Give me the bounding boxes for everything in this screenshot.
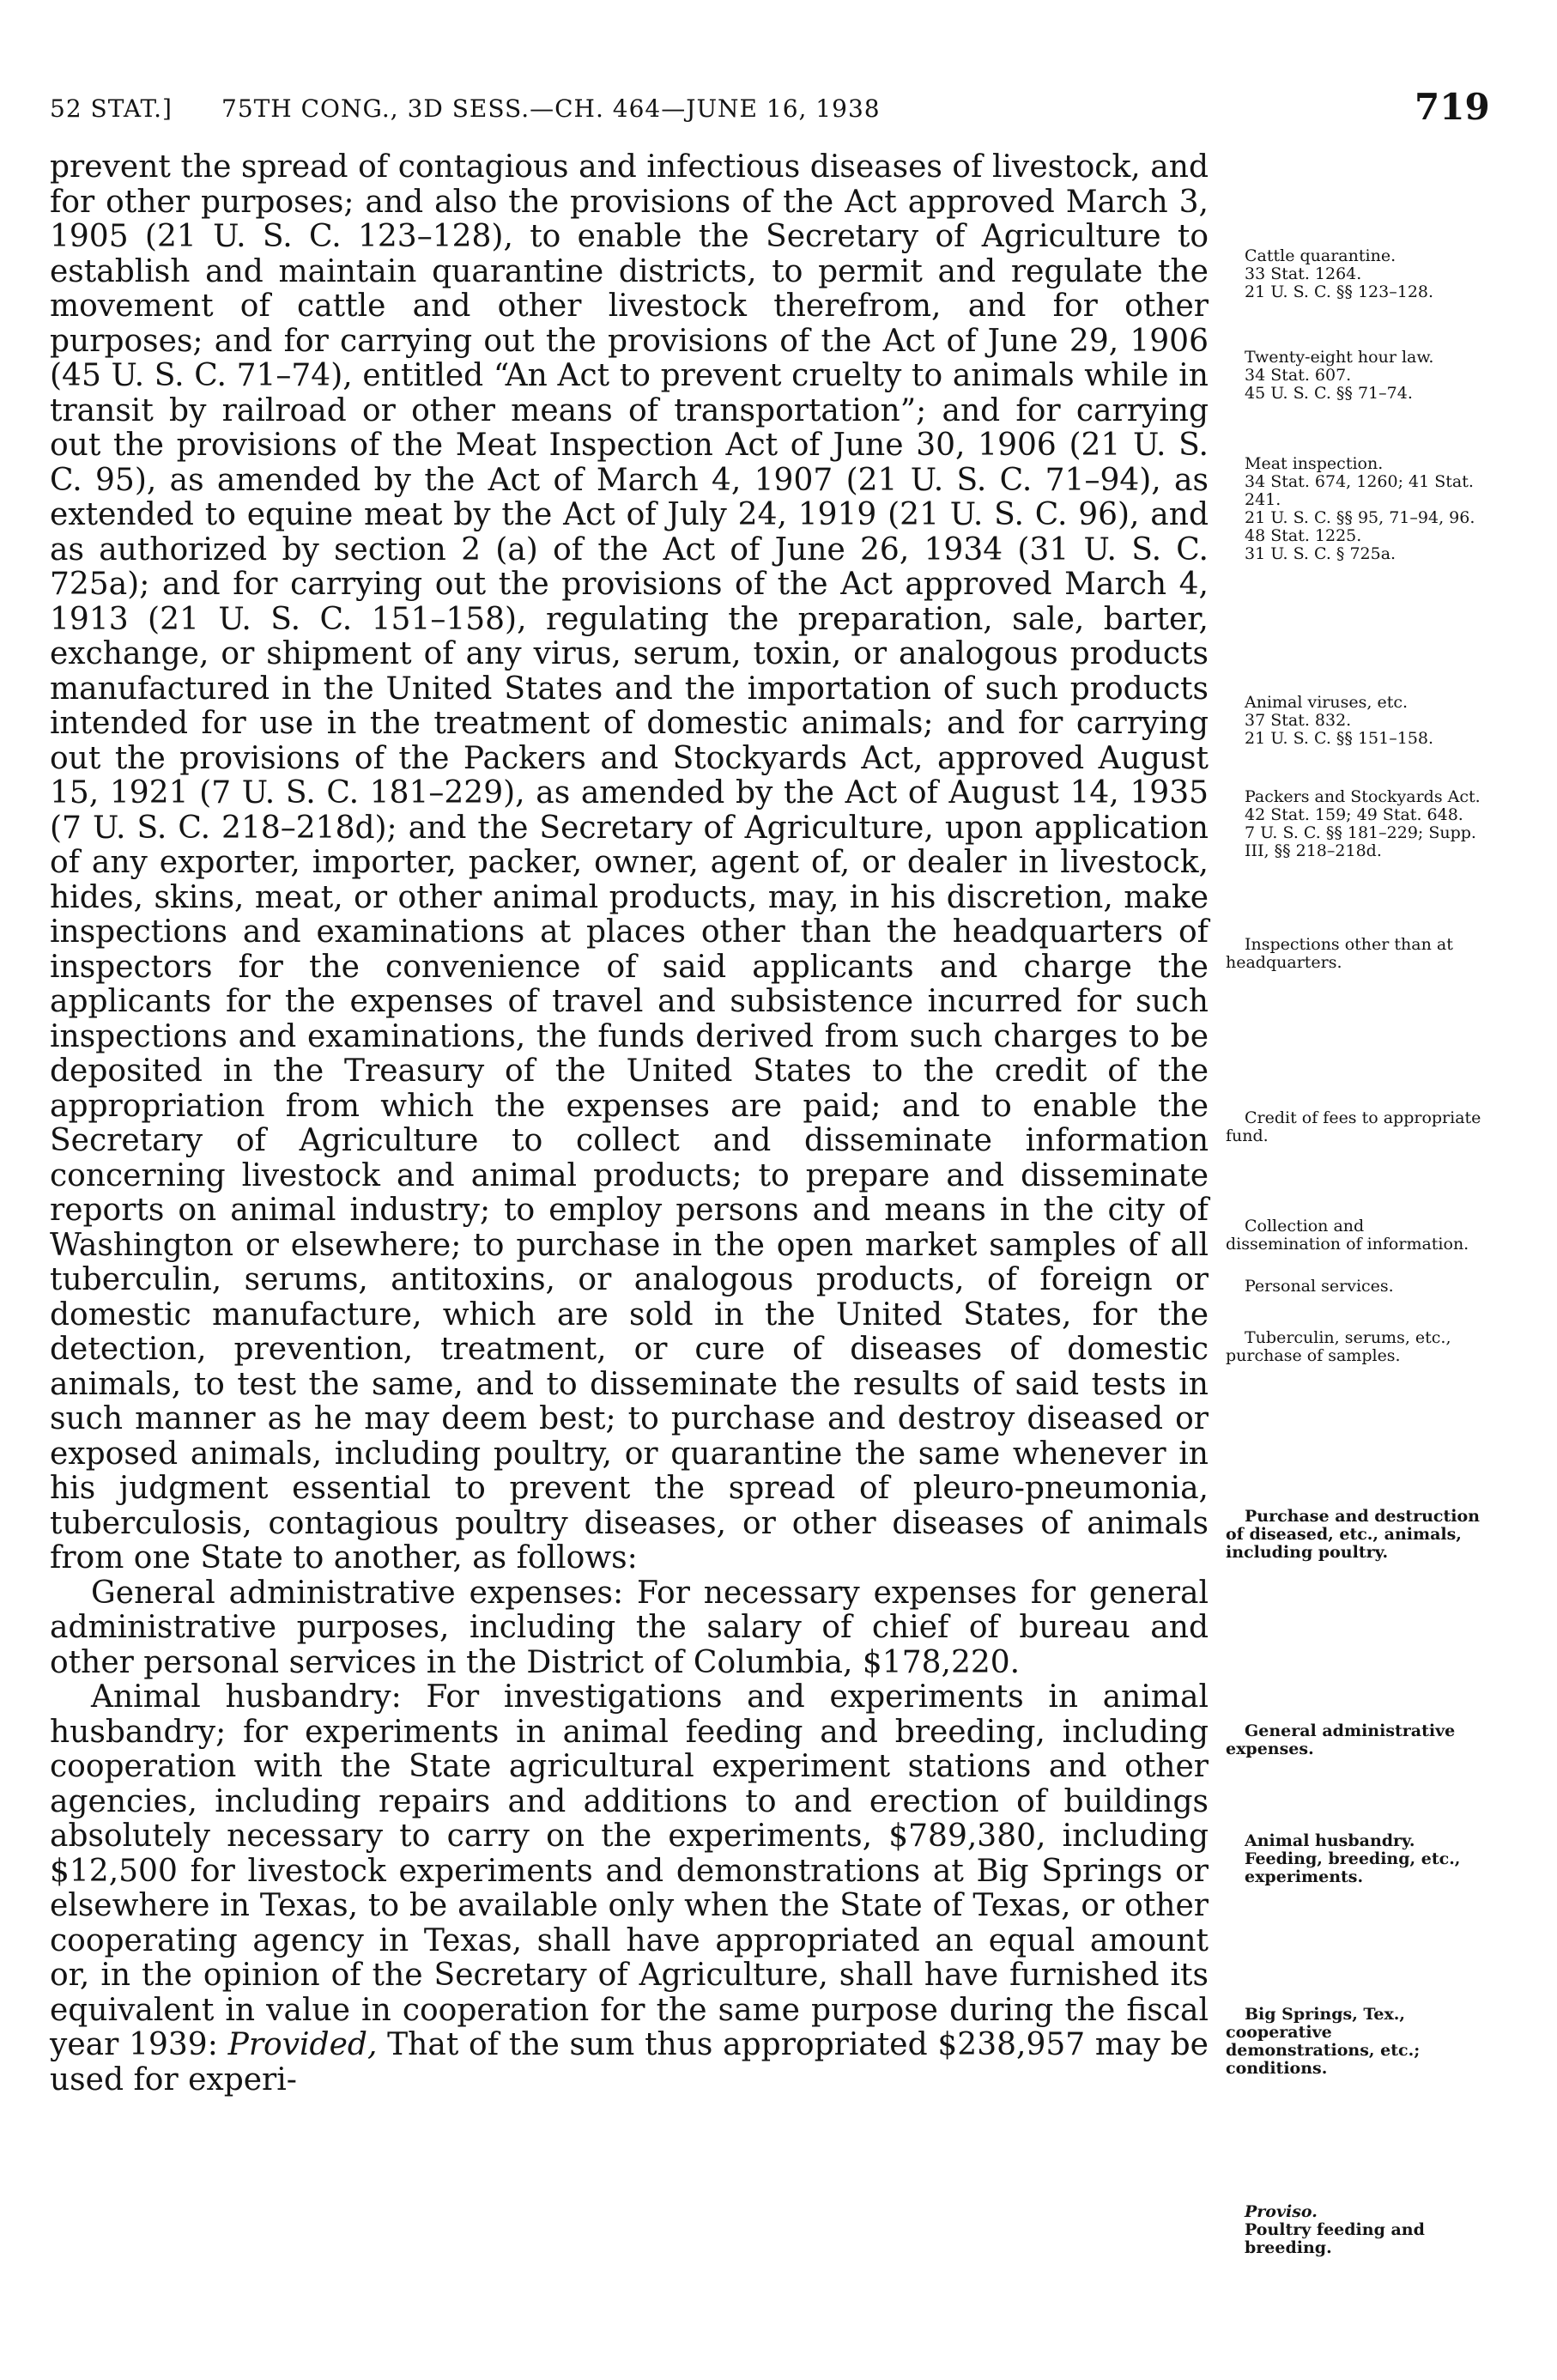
note-heading: Purchase and destruction of diseased, etc., animals, including poultry. [1226,1507,1480,1562]
session-chapter-date: 75TH CONG., 3D SESS.—CH. 464—JUNE 16, 1938 [221,94,881,123]
note-citation: 31 U. S. C. § 725a. [1245,544,1396,563]
note-citation: 45 U. S. C. §§ 71–74. [1245,384,1413,403]
paragraph-animal-husbandry-text: Animal husbandry: For investigations and experiments in animal husbandry; for experiments in animal feeding and breeding, including cooperation with the State agricultural experiment stations and other agencies, including repairs and additions to and erection of buildings absolutely necessary to carry on the experiments, $789,380, including $12,500 for livestock experiments and demonstrations at Big Springs or elsewhere in Texas, to be available only when the State of Texas, or other cooperating agency in Texas, shall have appropriated an equal amount or, in the opinion of the Secretary of Agriculture, shall have furnished its equivalent in value in cooperation for the same purpose during the fiscal year 1939: [50,1679,1209,2062]
note-citation: 34 Stat. 607. [1245,366,1352,385]
page-number: 719 [1415,86,1490,128]
margin-note-animal-viruses [1226,694,1483,748]
margin-note-tuberculin-serums [1226,1329,1483,1365]
margin-note-big-springs [1226,2006,1483,2078]
page-header [50,86,1509,137]
margin-note-credit-of-fees [1226,1109,1483,1145]
note-heading: Credit of fees to appropriate fund. [1226,1108,1481,1145]
proviso-word: Provided, [227,2027,378,2062]
note-heading: Twenty-eight hour law. [1245,348,1434,367]
margin-note-inspections-other [1226,936,1483,972]
note-heading: Meat inspection. [1245,454,1384,473]
margin-note-personal-services [1226,1278,1483,1296]
note-citation: 33 Stat. 1264. [1245,264,1362,283]
note-heading: Animal viruses, etc. [1245,693,1409,712]
margin-note-purchase-destruction [1226,1508,1483,1562]
proviso-continuation: That of the sum thus appropriated $238,957 may be used for experi- [50,2027,1209,2098]
margin-note-cattle-quarantine [1226,247,1483,301]
paragraph-general-administrative: General administrative expenses: For necessary expenses for general administrative purposes, including the salary of chief of bureau and other personal services in the District of Columbia, $178,220. [50,1575,1209,1680]
note-heading: Big Springs, Tex., cooperative demonstrations, etc.; conditions. [1226,2005,1421,2078]
note-subheading: Poultry feeding and breeding. [1245,2220,1425,2257]
note-heading: Proviso. [1245,2202,1318,2221]
margin-note-general-administrative [1226,1722,1483,1758]
note-heading: Packers and Stockyards Act. [1245,787,1481,806]
margin-note-twenty-eight-hour-law [1226,349,1483,403]
margin-note-packers-stockyards [1226,788,1483,860]
note-citation: 21 U. S. C. §§ 95, 71–94, 96. [1245,508,1475,527]
note-subheading: Feeding, breeding, etc., experiments. [1245,1849,1461,1886]
note-heading: Personal services. [1245,1277,1394,1296]
note-citation: 21 U. S. C. §§ 123–128. [1245,282,1434,301]
statute-body [50,150,1209,2098]
paragraph-continued: prevent the spread of contagious and infectious diseases of livestock, and for other purposes; and also the provisions of the Act approved March 3, 1905 (21 U. S. C. 123–128), to enable the Secretary of Agriculture to establish and maintain quarantine districts, to permit and regulate the movement of cattle and other livestock therefrom, and for other purposes; and for carrying out the provisions of the Act of June 29, 1906 (45 U. S. C. 71–74), entitled “An Act to prevent cruelty to animals while in transit by railroad or other means of transportation”; and for carrying out the provisions of the Meat Inspection Act of June 30, 1906 (21 U. S. C. 95), as amended by the Act of March 4, 1907 (21 U. S. C. 71–94), as extended to equine meat by the Act of July 24, 1919 (21 U. S. C. 96), and as authorized by section 2 (a) of the Act of June 26, 1934 (31 U. S. C. 725a); and for carrying out the provisions of the Act approved March 4, 1913 (21 U. S. C. 151–158), regulating the preparation, sale, barter, exchange, or shipment of any virus, serum, toxin, or analogous products manufactured in the United States and the importation of such products intended for use in the treatment of domestic animals; and for carrying out the provisions of the Packers and Stockyards Act, approved August 15, 1921 (7 U. S. C. 181–229), as amended by the Act of August 14, 1935 (7 U. S. C. 218–218d); and the Secretary of Agriculture, upon application of any exporter, importer, packer, owner, agent of, or dealer in livestock, hides, skins, meat, or other animal products, may, in his discretion, make inspections and examinations at places other than the headquarters of inspectors for the convenience of said applicants and charge the applicants for the expenses of travel and subsistence incurred for such inspections and examinations, the funds derived from such charges to be deposited in the Treasury of the United States to the credit of the appropriation from which the expenses are paid; and to enable the Secretary of Agriculture to collect and disseminate information concerning livestock and animal products; to prepare and disseminate reports on animal industry; to employ persons and means in the city of Washington or elsewhere; to purchase in the open market samples of all tuberculin, serums, antitoxins, or analogous products, of foreign or domestic manufacture, which are sold in the United States, for the detection, prevention, treatment, or cure of diseases of domestic animals, to test the same, and to disseminate the results of said tests in such manner as he may deem best; to purchase and destroy diseased or exposed animals, including poultry, or quarantine the same whenever in his judgment essential to prevent the spread of pleuro-pneumonia, tuberculosis, contagious poultry diseases, or other diseases of animals from one State to another, as follows: [50,149,1209,1576]
note-citation: 7 U. S. C. §§ 181–229; Supp. III, §§ 218–218d. [1245,823,1476,860]
margin-note-animal-husbandry [1226,1832,1483,1886]
note-citation: 21 U. S. C. §§ 151–158. [1245,729,1434,748]
note-citation: 48 Stat. 1225. [1245,526,1362,545]
note-heading: General administrative expenses. [1226,1721,1456,1758]
margin-note-collection-dissemination [1226,1217,1483,1254]
paragraph-animal-husbandry [50,1680,1209,2098]
note-heading: Inspections other than at headquarters. [1226,935,1453,972]
margin-note-meat-inspection [1226,455,1483,563]
statute-volume: 52 STAT.] [50,94,173,123]
margin-note-proviso [1226,2203,1483,2257]
note-heading: Collection and dissemination of information. [1226,1217,1469,1254]
note-citation: 34 Stat. 674, 1260; 41 Stat. 241. [1245,472,1474,509]
note-citation: 42 Stat. 159; 49 Stat. 648. [1245,805,1463,824]
note-heading: Cattle quarantine. [1245,246,1396,265]
note-citation: 37 Stat. 832. [1245,711,1352,730]
note-heading: Tuberculin, serums, etc., purchase of samples. [1226,1328,1451,1365]
note-heading: Animal husbandry. [1245,1831,1415,1850]
